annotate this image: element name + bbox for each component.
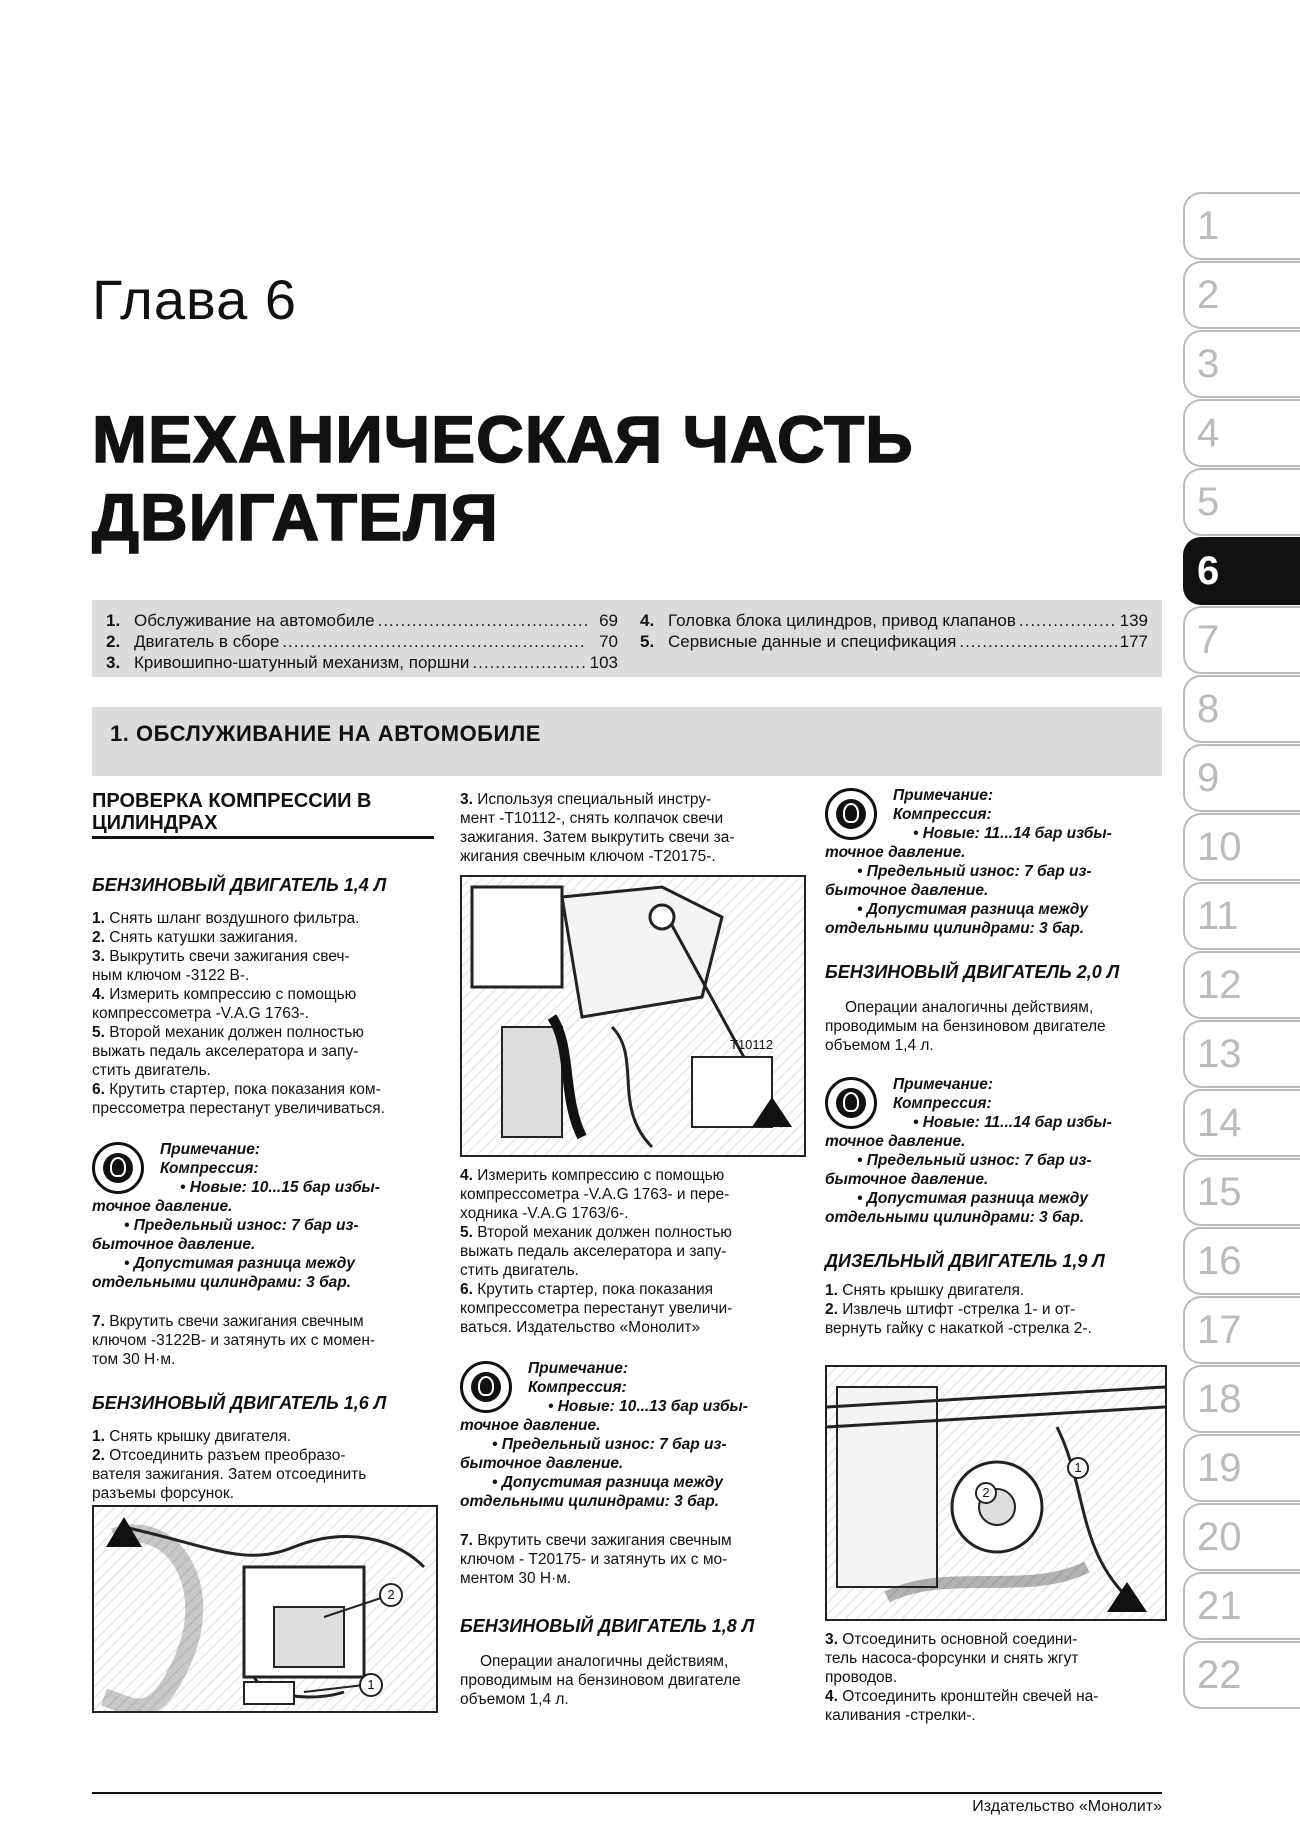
step-line: 1. Снять шланг воздушного фильтра. xyxy=(92,910,360,927)
chapter-tab-7[interactable]: 7 xyxy=(1183,606,1300,674)
chapter-tab-21[interactable]: 21 xyxy=(1183,1572,1300,1640)
toc-page: 103 xyxy=(589,653,618,672)
figure-callout: 1 xyxy=(359,1673,383,1697)
step-line: компрессометра -V.A.G 1763- и пере- xyxy=(460,1186,730,1203)
step-line: ваться. Издательство «Монолит» xyxy=(460,1319,701,1336)
toc-item[interactable] xyxy=(640,610,1148,631)
step-line: ключом - T20175- и затянуть их с мо- xyxy=(460,1551,728,1568)
paragraph: Операции аналогичны действиям, проводимым на бензиновом двигателе объемом 1,4 л. xyxy=(460,1653,741,1708)
step-line: 3. Отсоединить основной соедини- xyxy=(825,1631,1078,1648)
step-line: ходника -V.A.G 1763/6-. xyxy=(460,1205,629,1222)
note-block: Примечание: Компрессия: • Новые: 10...15 бар избы- точное давление. • Предельный износ: 7 бар из- быточное давление. • Допустимая разница между отдельными цилиндрами: 3 бар. xyxy=(92,1141,380,1291)
step-line: том 30 Н·м. xyxy=(92,1351,176,1368)
toc-num: 5. xyxy=(640,632,655,651)
table-of-contents xyxy=(92,600,1162,677)
step-line: тель насоса-форсунки и снять жгут xyxy=(825,1650,1079,1667)
chapter-title-line2: ДВИГАТЕЛЯ xyxy=(92,480,499,554)
subheading: БЕНЗИНОВЫЙ ДВИГАТЕЛЬ 1,6 Л xyxy=(92,1393,387,1413)
steps-list xyxy=(92,1427,434,1503)
step-line: 2. Извлечь штифт -стрелка 1- и от- xyxy=(825,1301,1076,1318)
toc-page: 69 xyxy=(599,611,618,630)
note-block: Примечание: Компрессия: • Новые: 10...13 бар избы- точное давление. • Предельный износ: 7 бар из- быточное давление. • Допустимая разница между отдельными цилиндрами: 3 бар. xyxy=(460,1360,748,1510)
step-line: ментом 30 Н·м. xyxy=(460,1570,572,1587)
chapter-tab-22[interactable]: 22 xyxy=(1183,1641,1300,1709)
column-3-cont xyxy=(825,1630,1163,1725)
step-line: зажигания. Затем выкрутить свечи за- xyxy=(460,829,735,846)
toc-text: Сервисные данные и спецификация xyxy=(668,632,957,651)
toc-page: 139 xyxy=(1119,611,1148,630)
chapter-tab-2[interactable]: 2 xyxy=(1183,261,1300,329)
lightbulb-icon xyxy=(460,1361,512,1413)
step-line: выжать педаль акселератора и запу- xyxy=(460,1243,727,1260)
step-line: вернуть гайку с накаткой -стрелка 2-. xyxy=(825,1320,1092,1337)
figure-callout: 2 xyxy=(379,1583,403,1607)
chapter-tab-16[interactable]: 16 xyxy=(1183,1227,1300,1295)
chapter-tab-20[interactable]: 20 xyxy=(1183,1503,1300,1571)
step-line: разъемы форсунок. xyxy=(92,1485,235,1502)
note-block: Примечание: Компрессия: • Новые: 11...14 бар избы- точное давление. • Предельный износ: 7 бар из- быточное давление. • Допустимая разница между отдельными цилиндрами: 3 бар. xyxy=(825,1076,1112,1226)
chapter-tab-4[interactable]: 4 xyxy=(1183,399,1300,467)
chapter-tab-18[interactable]: 18 xyxy=(1183,1365,1300,1433)
subheading: БЕНЗИНОВЫЙ ДВИГАТЕЛЬ 1,4 Л xyxy=(92,875,387,895)
step-line: 7. Вкрутить свечи зажигания свечным xyxy=(460,1532,732,1549)
step-line: жигания свечным ключом -T20175-. xyxy=(460,848,716,865)
step-line: 6. Крутить стартер, пока показания ком- xyxy=(92,1081,381,1098)
chapter-tab-9[interactable]: 9 xyxy=(1183,744,1300,812)
engine-figure-injector xyxy=(825,1365,1167,1621)
step-line: 3. Используя специальный инстру- xyxy=(460,791,712,808)
step-line: 4. Отсоединить кронштейн свечей на- xyxy=(825,1688,1099,1705)
step-line: 6. Крутить стартер, пока показания xyxy=(460,1281,714,1298)
toc-num: 3. xyxy=(106,653,121,672)
toc-text: Обслуживание на автомобиле xyxy=(134,611,375,630)
toc-num: 1. xyxy=(106,611,121,630)
chapter-tab-14[interactable]: 14 xyxy=(1183,1089,1300,1157)
figure-callout: 2 xyxy=(975,1482,997,1504)
steps-list xyxy=(92,909,434,1118)
column-1 xyxy=(92,790,434,1503)
section-title: 1. ОБСЛУЖИВАНИЕ НА АВТОМОБИЛЕ xyxy=(110,721,541,746)
step-line: 4. Измерить компрессию с помощью xyxy=(92,986,357,1003)
toc-num: 4. xyxy=(640,611,655,630)
steps-list xyxy=(460,1531,802,1588)
step-line: 4. Измерить компрессию с помощью xyxy=(460,1167,725,1184)
chapter-tab-1[interactable]: 1 xyxy=(1183,192,1300,260)
toc-num: 2. xyxy=(106,632,121,651)
step-line: компрессометра перестанут увеличи- xyxy=(460,1300,733,1317)
figure-label: T10112 xyxy=(730,1037,774,1052)
column-3 xyxy=(825,786,1163,1338)
toc-item[interactable] xyxy=(106,610,618,631)
chapter-tab-13[interactable]: 13 xyxy=(1183,1020,1300,1088)
chapter-title xyxy=(92,400,914,556)
step-line: 7. Вкрутить свечи зажигания свечным xyxy=(92,1313,364,1330)
chapter-tab-10[interactable]: 10 xyxy=(1183,813,1300,881)
step-line: 2. Отсоединить разъем преобразо- xyxy=(92,1447,346,1464)
steps-list xyxy=(92,1312,434,1369)
chapter-tab-5[interactable]: 5 xyxy=(1183,468,1300,536)
lightbulb-icon xyxy=(92,1142,144,1194)
toc-text: Кривошипно-шатунный механизм, поршни xyxy=(134,653,470,672)
chapter-tab-12[interactable]: 12 xyxy=(1183,951,1300,1019)
step-line: мент -T10112-, снять колпачок свечи xyxy=(460,810,724,827)
toc-page: 177 xyxy=(1119,632,1148,651)
step-line: прессометра перестанут увеличиваться. xyxy=(92,1100,385,1117)
chapter-tab-15[interactable]: 15 xyxy=(1183,1158,1300,1226)
section-heading: ПРОВЕРКА КОМПРЕССИИ В ЦИЛИНДРАХ xyxy=(92,790,434,839)
step-line: компрессометра -V.A.G 1763-. xyxy=(92,1005,309,1022)
chapter-label: Глава 6 xyxy=(92,268,297,331)
step-line: 5. Второй механик должен полностью xyxy=(460,1224,732,1241)
footer-divider xyxy=(92,1792,1162,1794)
column-2 xyxy=(460,790,802,866)
step-line: стить двигатель. xyxy=(92,1062,211,1079)
subheading: БЕНЗИНОВЫЙ ДВИГАТЕЛЬ 2,0 Л xyxy=(825,962,1120,982)
note-block: Примечание: Компрессия: • Новые: 11...14 бар избы- точное давление. • Предельный износ: 7 бар из- быточное давление. • Допустимая разница между отдельными цилиндрами: 3 бар. xyxy=(825,787,1112,937)
paragraph: Операции аналогичны действиям, проводимым на бензиновом двигателе объемом 1,4 л. xyxy=(825,999,1106,1054)
steps-list xyxy=(460,790,802,866)
steps-list xyxy=(825,1281,1163,1338)
publisher-footer: Издательство «Монолит» xyxy=(972,1798,1162,1815)
chapter-tab-3[interactable]: 3 xyxy=(1183,330,1300,398)
subheading: ДИЗЕЛЬНЫЙ ДВИГАТЕЛЬ 1,9 Л xyxy=(825,1251,1105,1271)
chapter-tab-8[interactable]: 8 xyxy=(1183,675,1300,743)
toc-item[interactable] xyxy=(106,631,618,652)
chapter-tab-19[interactable]: 19 xyxy=(1183,1434,1300,1502)
toc-item[interactable] xyxy=(640,631,1148,652)
section-header xyxy=(92,707,1162,776)
step-line: выжать педаль акселератора и запу- xyxy=(92,1043,359,1060)
chapter-tab-6[interactable]: 6 xyxy=(1183,537,1300,605)
toc-page: 70 xyxy=(599,632,618,651)
engine-figure-spark-plug xyxy=(460,875,806,1157)
engine-figure-ignition xyxy=(92,1505,438,1713)
step-line: ключом -3122В- и затянуть их с момен- xyxy=(92,1332,376,1349)
chapter-title-line1: МЕХАНИЧЕСКАЯ ЧАСТЬ xyxy=(92,402,914,476)
step-line: 1. Снять крышку двигателя. xyxy=(92,1428,292,1445)
step-line: 3. Выкрутить свечи зажигания свеч- xyxy=(92,948,350,965)
toc-text: Головка блока цилиндров, привод клапанов xyxy=(668,611,1016,630)
chapter-tab-17[interactable]: 17 xyxy=(1183,1296,1300,1364)
lightbulb-icon xyxy=(825,788,877,840)
lightbulb-icon xyxy=(825,1077,877,1129)
step-line: вателя зажигания. Затем отсоединить xyxy=(92,1466,367,1483)
step-line: каливания -стрелки-. xyxy=(825,1707,976,1724)
chapter-tab-11[interactable]: 11 xyxy=(1183,882,1300,950)
toc-item[interactable] xyxy=(106,652,618,673)
column-2-cont xyxy=(460,1166,802,1709)
step-line: проводов. xyxy=(825,1669,898,1686)
subheading: БЕНЗИНОВЫЙ ДВИГАТЕЛЬ 1,8 Л xyxy=(460,1616,755,1636)
step-line: 1. Снять крышку двигателя. xyxy=(825,1282,1025,1299)
step-line: стить двигатель. xyxy=(460,1262,579,1279)
steps-list xyxy=(460,1166,802,1337)
steps-list xyxy=(825,1630,1163,1725)
step-line: 5. Второй механик должен полностью xyxy=(92,1024,364,1041)
toc-text: Двигатель в сборе xyxy=(134,632,280,651)
figure-callout: 1 xyxy=(1067,1457,1089,1479)
step-line: ным ключом -3122 В-. xyxy=(92,967,250,984)
step-line: 2. Снять катушки зажигания. xyxy=(92,929,299,946)
